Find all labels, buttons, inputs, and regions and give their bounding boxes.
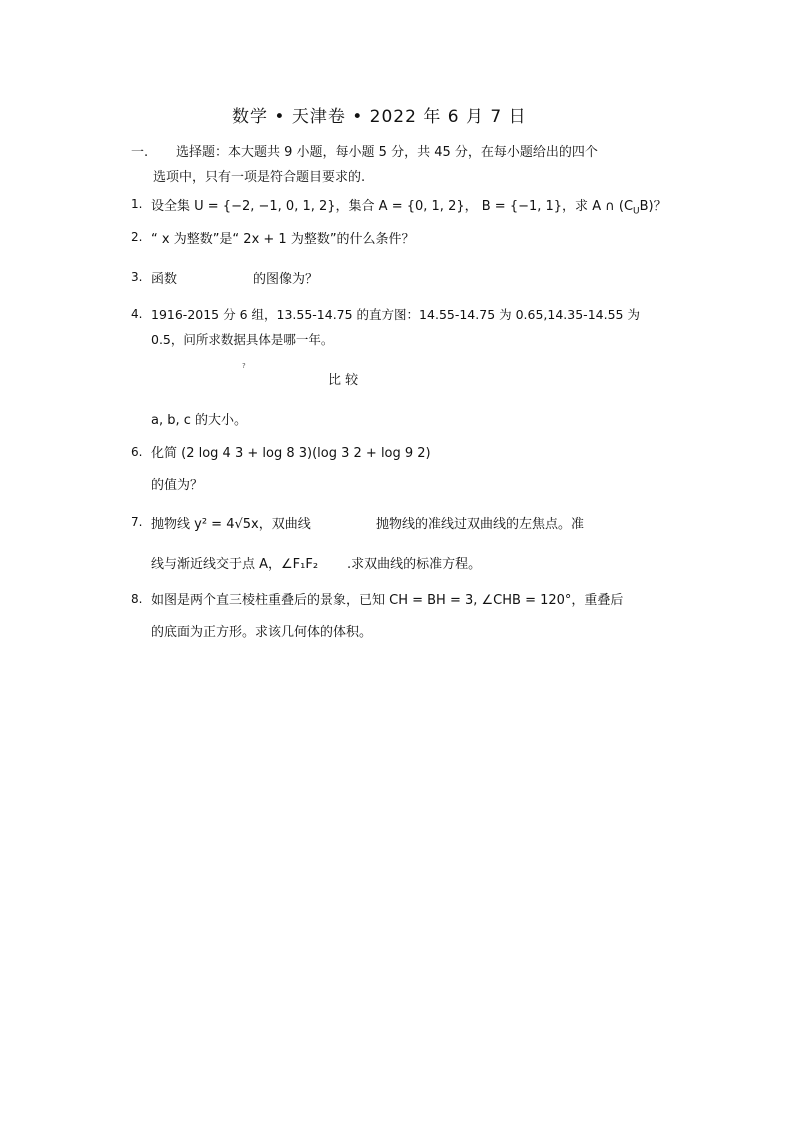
question-7-part2: 抛物线的准线过双曲线的左焦点。准 bbox=[376, 517, 585, 532]
question-number: 8. bbox=[131, 592, 143, 606]
question-5-line2: a, b, c 的大小。 bbox=[151, 413, 248, 428]
question-8-line2: 的底面为正方形。求该几何体的体积。 bbox=[151, 625, 373, 640]
page-title: 数学 • 天津卷 • 2022 年 6 月 7 日 bbox=[232, 107, 527, 127]
question-6-text: 化简 (2 log 4 3 + log 8 3)(log 3 2 + log 9 2) bbox=[151, 446, 431, 461]
question-6-line2: 的值为？ bbox=[151, 478, 204, 493]
question-number: 3. bbox=[131, 270, 143, 284]
question-1-tail: B)？ bbox=[639, 199, 667, 214]
question-3-text: 的图像为？ bbox=[253, 272, 319, 287]
question-1-subscript: U bbox=[633, 206, 640, 217]
question-1-body: 设全集 U = {−2, −1, 0, 1, 2}，集合 A = {0, 1, 2}， B = {−1, 1}，求 A ∩ (C bbox=[151, 199, 634, 214]
question-5-compare: 比 较 bbox=[328, 373, 359, 388]
question-number: 1. bbox=[131, 197, 143, 211]
question-number: 7. bbox=[131, 515, 143, 529]
question-number: 2. bbox=[131, 230, 143, 244]
question-1-text bbox=[151, 195, 667, 217]
section-instructions-line1: 选择题：本大题共 9 小题，每小题 5 分，共 45 分，在每小题给出的四个 bbox=[176, 145, 598, 160]
question-2-text: “ x 为整数”是“ 2x + 1 为整数”的什么条件？ bbox=[151, 232, 415, 247]
section-instructions-line2: 选项中，只有一项是符合题目要求的. bbox=[153, 170, 366, 185]
question-4-line1: 1916-2015 分 6 组，13.55-14.75 的直方图：14.55-14.75 为 0.65,14.35-14.55 为 bbox=[151, 307, 640, 322]
question-3-label: 函数 bbox=[151, 272, 178, 287]
question-number: 6. bbox=[131, 445, 143, 459]
section-number: 一. bbox=[131, 145, 149, 160]
question-7-line2b: .求双曲线的标准方程。 bbox=[347, 557, 482, 572]
question-4-line2: 0.5，问所求数据具体是哪一年。 bbox=[151, 332, 334, 347]
question-number: 4. bbox=[131, 307, 143, 321]
question-5-mark: ? bbox=[242, 362, 246, 370]
question-7-line2a: 线与渐近线交于点 A，∠F₁F₂ bbox=[151, 557, 319, 572]
question-7-part1: 抛物线 y² = 4√5x，双曲线 bbox=[151, 517, 311, 532]
question-8-line1: 如图是两个直三棱柱重叠后的景象，已知 CH = BH = 3, ∠CHB = 120°，重叠后 bbox=[151, 593, 624, 608]
